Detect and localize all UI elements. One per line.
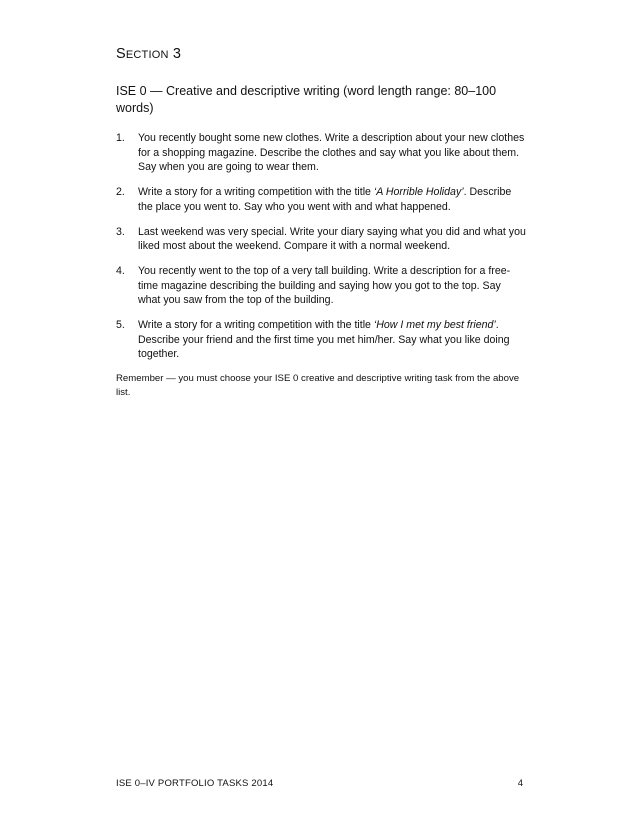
task-item-5	[116, 318, 526, 362]
task-list	[116, 131, 526, 362]
task-text	[138, 319, 510, 360]
task-text-main: Write a story for a writing competition with the title	[138, 319, 374, 331]
task-item-4	[116, 264, 526, 308]
task-text-rest: . Describe your friend and the first time you met him/her. Say what you like doing together.	[138, 319, 510, 360]
section-heading-number: 3	[172, 46, 182, 62]
task-text-main: Write a story for a writing competition with the title	[138, 186, 374, 198]
task-text-main: You recently went to the top of a very tall building. Write a description for a free-time magazine describing the building and saying how you got to the top. Say what you saw from the top of the building.	[138, 265, 511, 306]
task-title: ‘How I met my best friend’	[373, 319, 496, 331]
task-text-rest: . Describe the place you went to. Say who you went with and what happened.	[138, 186, 512, 213]
page-content	[116, 44, 526, 409]
task-text-main: You recently bought some new clothes. Write a description about your new clothes for a shopping magazine. Describe the clothes and say what you like about them. Say when you are going to wear them.	[138, 132, 525, 173]
task-number: 3.	[116, 225, 125, 238]
reminder-note: Remember — you must choose your ISE 0 creative and descriptive writing task from the above list.	[116, 373, 520, 398]
section-heading	[116, 44, 526, 65]
task-item-3	[116, 225, 526, 254]
task-text	[138, 132, 524, 173]
task-text	[138, 186, 511, 213]
task-text	[138, 226, 526, 253]
task-number: 5.	[116, 319, 125, 331]
task-number: 1.	[116, 132, 125, 144]
task-title: ‘A Horrible Holiday’	[373, 186, 464, 198]
task-text	[138, 265, 510, 306]
task-number: 2.	[116, 186, 125, 198]
task-item-1	[116, 131, 526, 175]
section-heading-initial: S	[116, 46, 126, 62]
task-item-2	[116, 185, 526, 214]
task-number: 4.	[116, 265, 125, 277]
section-heading-rest: ECTION	[125, 49, 169, 61]
page-number: 4	[517, 778, 523, 789]
task-category-heading: ISE 0 — Creative and descriptive writing (word length range: 80–100 words)	[116, 84, 497, 115]
footer-title: ISE 0–IV PORTFOLIO TASKS 2014	[116, 778, 274, 789]
task-text-main: Last weekend was very special. Write your diary saying what you did and what you liked most about the weekend. Compare it with a normal weekend.	[138, 225, 526, 252]
